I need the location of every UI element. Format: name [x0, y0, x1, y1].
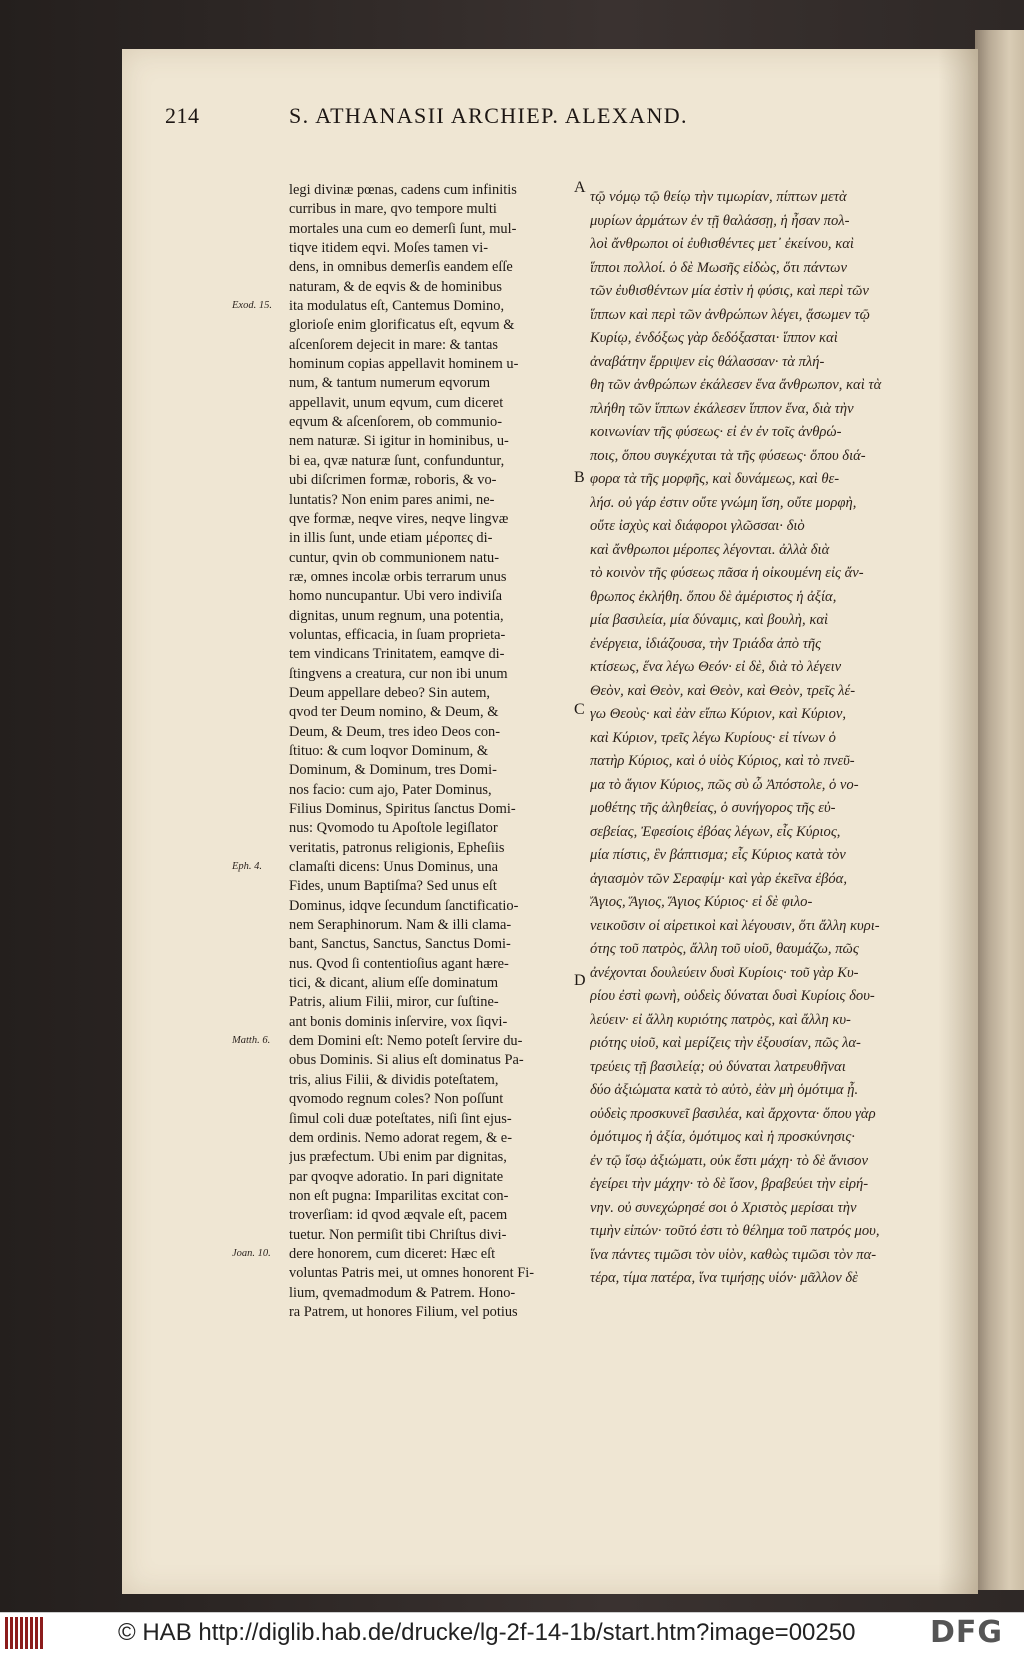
latin-line: clamaſti dicens: Unus Dominus, una [289, 859, 499, 876]
latin-line: voluntas, efficacia, in ſuam proprieta- [289, 626, 506, 643]
running-head [165, 103, 845, 133]
latin-line: Deum, & Deum, tres ideo Deos con- [289, 723, 501, 740]
greek-line: καὶ ἄνθρωποι μέροπες λέγονται. ἀλλὰ διὰ [590, 541, 830, 558]
latin-line: tuetur. Non permiſit tibi Chriſtus divi- [289, 1226, 507, 1243]
greek-line: κοινωνίαν τῆς φύσεως· εἰ ἐν ἐν τοῖς ἀνθρώ- [590, 424, 842, 440]
column-letter: D [574, 972, 586, 990]
latin-line: par qvoqve adoratio. In pari dignitate [289, 1168, 504, 1185]
column-letter: B [574, 469, 585, 487]
latin-line: nus: Qvomodo tu Apoſtole legiſlator [289, 820, 498, 837]
greek-line: φορα τὰ τῆς μορφῆς, καὶ δυνάμεως, καὶ θε- [590, 471, 840, 487]
latin-line: troverſiam: id qvod æqvale eſt, pacem [289, 1207, 508, 1224]
page-title: S. ATHANASII ARCHIEP. ALEXAND. [289, 103, 688, 128]
latin-line: nus. Qvod ſi contentioſius agant hære- [289, 955, 509, 972]
greek-line: σεβείας, Ἐφεσίοις ἐβόας λέγων, εἷς Κύριος, [590, 823, 841, 840]
latin-line: in illis ſunt, unde etiam μέροπες di- [289, 530, 493, 547]
margin-note: Matth. 6. [232, 1035, 271, 1047]
latin-line: curribus in mare, qvo tempore multi [289, 201, 497, 218]
greek-line: θρωπος ἐκλήθη. ὅπου δὲ ἀμέριστος ἡ ἀξία, [590, 588, 837, 605]
latin-line: obus Dominis. Si alius eſt dominatus Pa- [289, 1052, 524, 1069]
latin-line: ſimul coli duæ poteſtates, niſi ſint ejus- [289, 1110, 512, 1127]
greek-line: ἐγείρει τὴν μάχην· τὸ δὲ ἴσον, βραβεύει τὴν εἰρή- [590, 1176, 869, 1192]
latin-line: Deum appellare debeo? Sin autem, [289, 684, 490, 701]
latin-line: eqvum & aſcenſorem, ob communio- [289, 414, 503, 431]
latin-text-column [289, 181, 575, 1322]
latin-line: hominum copias appellavit hominem u- [289, 356, 519, 373]
greek-line: θη τῶν ἀνθρώπων ἐκάλεσεν ἕνα ἄνθρωπον, καὶ τὰ [590, 377, 882, 393]
greek-line: τιμὴν εἰπών· τοῦτό ἐστι τὸ θέλημα τοῦ πατρός μου, [590, 1223, 880, 1239]
latin-line: Patris, alium Filii, miror, cur ſuſtine- [289, 994, 499, 1011]
greek-line: μία βασιλεία, μία δύναμις, καὶ βουλὴ, καὶ [590, 612, 829, 628]
latin-line: jus præfectum. Ubi enim par dignitas, [289, 1149, 507, 1166]
latin-line: Dominus, idqve ſecundum ſanctificatio- [289, 897, 519, 914]
greek-line: ὁμότιμος ἡ ἀξία, ὁμότιμος καὶ ἡ προσκύνησις· [590, 1129, 855, 1145]
greek-line: πλήθη τῶν ἵππων ἐκάλεσεν ἵππον ἕνα, διὰ τὴν [590, 400, 854, 417]
latin-line: ræ, omnes incolæ orbis terrarum unus [289, 568, 507, 585]
greek-line: τῶν ἐυθισθέντων μία ἐστὶν ἡ φύσις, καὶ περὶ τῶν [590, 283, 869, 299]
greek-line: μα τὸ ἅγιον Κύριος, πῶς σὺ ὦ Ἀπόστολε, ὁ νο- [590, 776, 859, 793]
latin-line: nos facio: cum ajo, Pater Dominus, [289, 781, 492, 798]
margin-note: Exod. 15. [232, 300, 272, 312]
latin-line: tiqve itidem eqvi. Moſes tamen vi- [289, 240, 489, 257]
greek-line: τὸ κοινὸν τῆς φύσεως πᾶσα ἡ οἰκουμένη εἰς ἄν- [590, 565, 864, 581]
dfg-logo: DFG [930, 1615, 1004, 1650]
greek-line: νεικοῦσιν οἱ αἱρετικοὶ καὶ λέγουσιν, ὅτι ἄλλη κυρι- [590, 917, 880, 934]
latin-line: Dominum, & Dominum, tres Domi- [289, 762, 497, 779]
latin-line: dignitas, unum regnum, una potentia, [289, 607, 504, 624]
greek-line: ἀνέχονται δουλεύειν δυσὶ Κυρίοις· τοῦ γὰρ Κυ- [590, 964, 859, 981]
latin-line: qve formæ, neqve vires, neqve lingvæ [289, 510, 509, 527]
greek-line: λήσ. οὐ γάρ ἐστιν οὔτε γνώμη ἴση, οὔτε μορφὴ, [590, 494, 857, 511]
latin-line: dem Domini eſt: Nemo poteſt ſervire du- [289, 1033, 523, 1050]
greek-line: μυρίων ἁρμάτων ἐν τῇ θαλάσσῃ, ἡ ἦσαν πολ- [590, 212, 850, 229]
greek-line: καὶ Κύριον, τρεῖς λέγω Κυρίους· εἰ τίνων ὁ [590, 729, 836, 746]
latin-line: tris, alius Filii, & dividis poteſtatem, [289, 1071, 499, 1088]
latin-line: luntatis? Non enim pares animi, ne- [289, 491, 495, 508]
latin-line: ſtingvens a creatura, cur non ibi unum [289, 665, 508, 682]
greek-line: ποις, ὅπου συγκέχυται τὰ τῆς φύσεως· ὅπου διά- [590, 447, 866, 464]
latin-line: num, & tantum numerum eqvorum [289, 375, 491, 392]
latin-line: cuntur, qvin ob communionem natu- [289, 549, 500, 566]
barcode-icon [5, 1617, 45, 1649]
greek-line: οὔτε ἰσχὺς καὶ διάφοροι γλῶσσαι· διὸ [590, 518, 805, 534]
greek-line: τέρα, τίμα πατέρα, ἵνα τιμήσῃς υἱόν· μᾶλλον δὲ [590, 1270, 858, 1286]
greek-line: ἐν τῷ ἴσῳ ἀξιώματι, οὐκ ἔστι μάχη· τὸ δὲ ἄνισον [590, 1152, 868, 1169]
latin-line: ſtituo: & cum loqvor Dominum, & [289, 742, 489, 759]
greek-line: μία πίστις, ἓν βάπτισμα; εἷς Κύριος κατὰ τὸν [590, 847, 846, 863]
column-letter: A [574, 179, 586, 196]
latin-line: ita modulatus eſt, Cantemus Domino, [289, 298, 505, 315]
latin-line: bi ea, qvæ naturæ ſunt, confunduntur, [289, 452, 505, 469]
greek-line: ἐνέργεια, ἰδιάζουσα, τὴν Τριάδα ἀπὸ τῆς [590, 635, 822, 652]
facing-page-edge [975, 30, 1024, 1590]
greek-line: τρεύεις τῇ βασιλείᾳ; οὐ δύναται λατρευθῆναι [590, 1058, 846, 1075]
greek-line: μοθέτης τῆς ἀληθείας, ὁ συνήγορος τῆς εὐ- [590, 800, 836, 816]
latin-line: non eſt pugna: Imparilitas excitat con- [289, 1187, 509, 1204]
greek-line: ἵνα πάντες τιμῶσι τὸν υἱὸν, καθὼς τιμῶσι τὸν πα- [590, 1246, 877, 1263]
greek-line: λοὶ ἄνθρωποι οἱ ἐυθισθέντες μετ᾽ ἐκείνου, καὶ [590, 236, 854, 252]
latin-line: naturam, & de eqvis & de hominibus [289, 278, 503, 295]
latin-line: nem naturæ. Si igitur in hominibus, u- [289, 433, 509, 450]
greek-line: ἵππων καὶ περὶ τῶν ἀνθρώπων λέγει, ᾄσωμεν τῷ [590, 306, 870, 323]
greek-line: Θεὸν, καὶ Θεὸν, καὶ Θεὸν, καὶ Θεὸν, τρεῖς λέ- [590, 682, 856, 699]
column-letter: C [574, 701, 585, 719]
greek-text-column [590, 186, 946, 1291]
greek-line: κτίσεως, ἕνα λέγω Θεόν· εἰ δὲ, διὰ τὸ λέγειν [590, 659, 842, 675]
latin-line: Fides, unum Baptiſma? Sed unus eſt [289, 878, 497, 895]
latin-line: qvomodo regnum coles? Non poſſunt [289, 1091, 504, 1108]
latin-line: tici, & dicant, alium eſſe dominatum [289, 975, 499, 992]
latin-line: veritatis, patronus religionis, Epheſiis [289, 839, 505, 856]
latin-line: appellavit, unum eqvum, cum diceret [289, 394, 504, 411]
latin-line: mortales una cum eo demerſi ſunt, mul- [289, 220, 517, 237]
greek-line: ρίου ἐστὶ φωνὴ, οὐδεὶς δύναται δυσὶ Κυρίοις δου- [590, 988, 875, 1004]
latin-line: lium, qvemadmodum & Patrem. Hono- [289, 1284, 516, 1301]
greek-line: ἵπποι πολλοί. ὁ δὲ Μωσῆς εἰδὼς, ὅτι πάντων [590, 259, 847, 276]
latin-line: voluntas Patris mei, ut omnes honorent Fi- [289, 1265, 535, 1282]
latin-line: bant, Sanctus, Sanctus, Sanctus Domi- [289, 936, 511, 953]
latin-line: ant bonis dominis inſervire, vox ſiqvi- [289, 1013, 508, 1030]
greek-line: Ἅγιος, Ἅγιος, Ἅγιος Κύριος· εἰ δὲ φιλο- [590, 894, 813, 910]
greek-line: νην. οὐ συνεχώρησέ σοι ὁ Χριστὸς μερίσαι τὴν [590, 1199, 857, 1216]
latin-line: ubi diſcrimen formæ, roboris, & vo- [289, 472, 497, 489]
greek-line: ριότης υἱοῦ, καὶ μερίζεις τὴν ἐξουσίαν, πῶς λα- [590, 1035, 861, 1051]
latin-line: qvod ter Deum nomino, & Deum, & [289, 704, 499, 721]
latin-line: aſcenſorem dejecit in mare: & tantas [289, 336, 498, 353]
latin-line: legi divinæ pœnas, cadens cum infinitis [289, 182, 517, 198]
copyright-link[interactable]: © HAB http://diglib.hab.de/drucke/lg-2f-14-1b/start.htm?image=00250 [118, 1619, 856, 1646]
latin-line: tem vindicans Trinitatem, eamqve di- [289, 646, 505, 663]
greek-line: ἁγιασμὸν τῶν Σεραφίμ· καὶ γὰρ ἐκεῖνα ἐβόα, [590, 870, 847, 887]
greek-line: Κυρίῳ, ἐνδόξως γὰρ δεδόξασται· ἵππον καὶ [590, 330, 838, 346]
latin-line: dere honorem, cum diceret: Hæc eſt [289, 1245, 496, 1262]
margin-note: Joan. 10. [232, 1248, 271, 1260]
latin-line: Filius Dominus, Spiritus ſanctus Domi- [289, 801, 516, 817]
footer-bar [0, 1612, 1024, 1653]
margin-note: Eph. 4. [232, 861, 263, 873]
greek-line: οὐδεὶς προσκυνεῖ βασιλέα, καὶ ἄρχοντα· ὅπου γὰρ [590, 1105, 876, 1122]
greek-line: τῷ νόμῳ τῷ θείῳ τὴν τιμωρίαν, πίπτων μετὰ [590, 189, 847, 205]
greek-line: δύο ἀξιώματα κατὰ τὸ αὐτὸ, ἐὰν μὴ ὁμότιμα ᾖ. [590, 1082, 859, 1098]
latin-line: glorioſe enim glorificatus eſt, eqvum & [289, 317, 515, 334]
latin-line: dem ordinis. Nemo adorat regem, & e- [289, 1129, 512, 1146]
greek-line: γω Θεοὺς· καὶ ἐὰν εἴπω Κύριον, καὶ Κύριον, [590, 706, 847, 722]
greek-line: πατὴρ Κύριος, καὶ ὁ υἱὸς Κύριος, καὶ τὸ πνεῦ- [590, 753, 855, 769]
latin-line: ra Patrem, ut honores Filium, vel potius [289, 1303, 518, 1320]
greek-line: ότης τοῦ πατρὸς, ἄλλη τοῦ υἱοῦ, θαυμάζω, πῶς [590, 941, 859, 957]
page-number: 214 [165, 103, 200, 128]
greek-line: λεύειν· εἰ ἄλλη κυριότης πατρὸς, καὶ ἄλλη κυ- [590, 1011, 851, 1028]
greek-line: ἀναβάτην ἔρριψεν εἰς θάλασσαν· τὰ πλή- [590, 353, 825, 370]
latin-line: dens, in omnibus demerſis eandem eſſe [289, 259, 513, 276]
latin-line: homo nuncupantur. Ubi vero indiviſa [289, 588, 503, 605]
latin-line: nem Seraphinorum. Nam & illi clama- [289, 917, 512, 934]
